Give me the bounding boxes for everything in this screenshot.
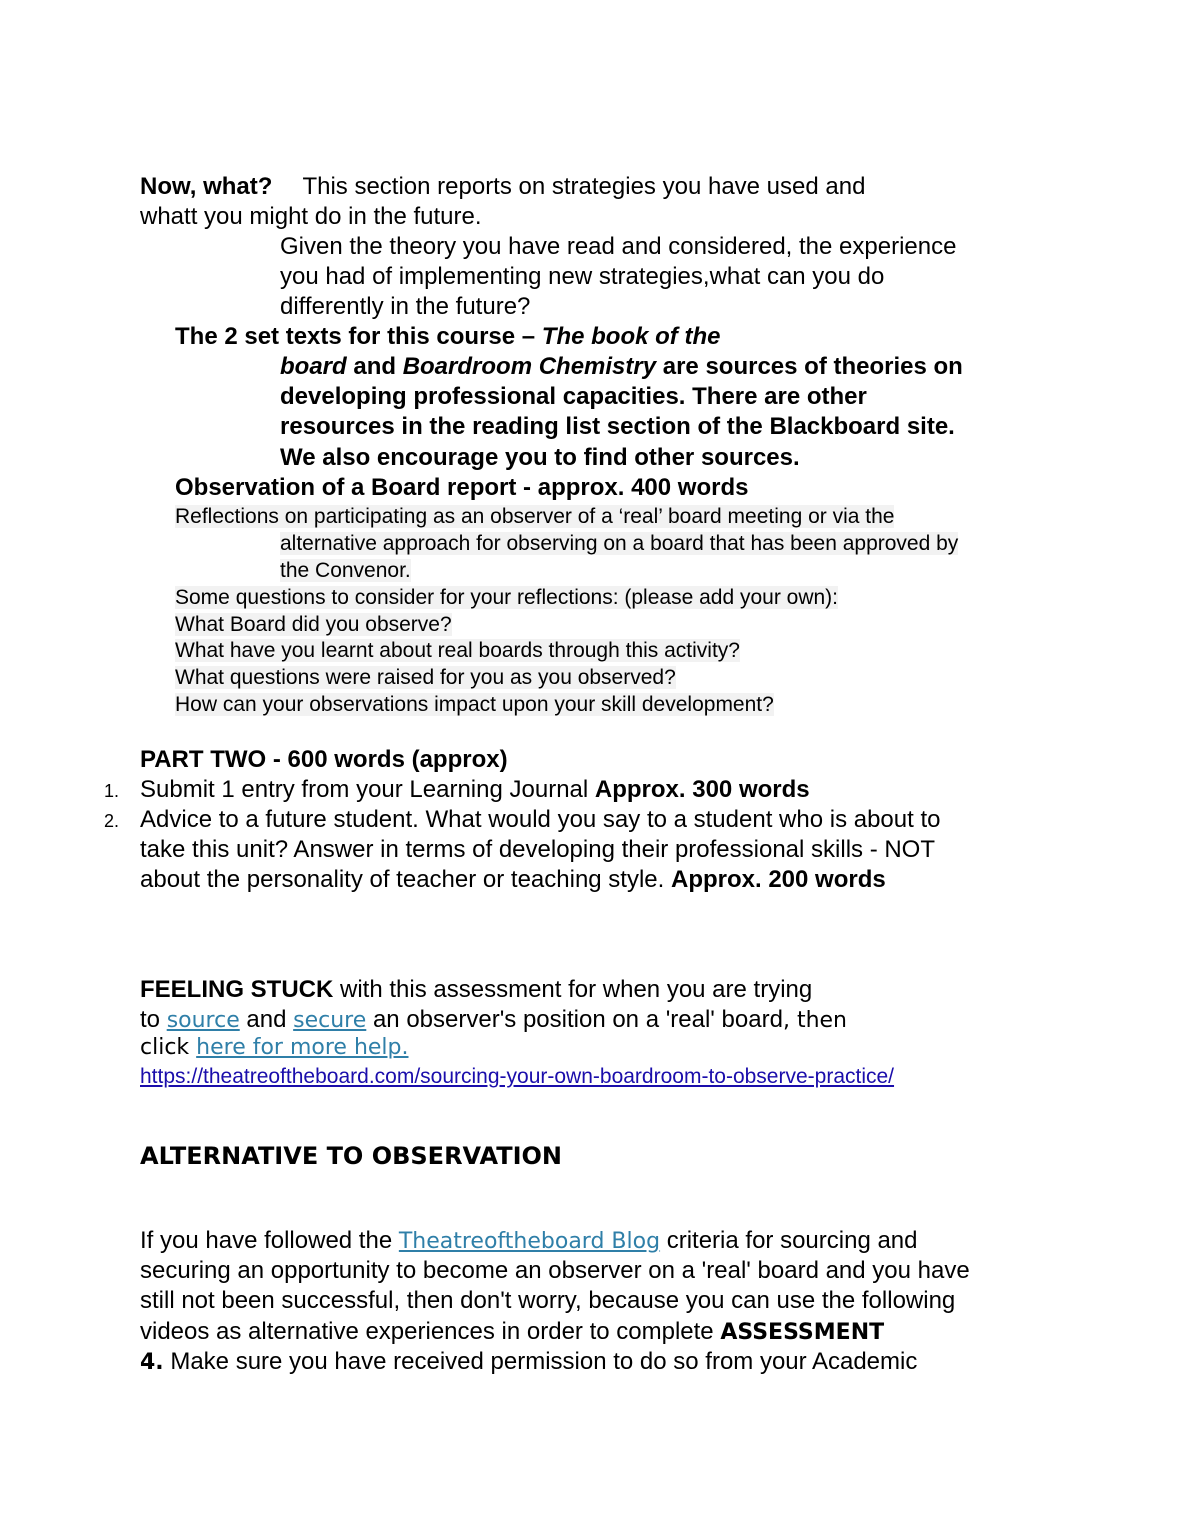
- to-text: to: [140, 1006, 167, 1033]
- source-link[interactable]: source: [166, 1008, 240, 1033]
- now-what-indent-1: Given the theory you have read and considered, the experience: [280, 233, 957, 260]
- question-line-5: [175, 691, 774, 718]
- book-title-part-2: board: [280, 353, 347, 380]
- list-item-2-text: about the personality of teacher or teaching style.: [140, 866, 671, 893]
- observation-heading: Observation of a Board report - approx. 400 words: [175, 474, 749, 501]
- book-title-part-1: The book of the: [541, 323, 721, 350]
- alternative-line-4: [140, 1317, 884, 1348]
- question-line-1: [175, 584, 838, 611]
- click-text: click: [140, 1035, 197, 1060]
- assessment-label: ASSESSMENT: [720, 1320, 885, 1345]
- question-text-3: What have you learnt about real boards through this activity?: [175, 639, 740, 662]
- question-text-2: What Board did you observe?: [175, 613, 452, 636]
- set-texts-sources: are sources of theories on: [656, 353, 963, 380]
- question-line-4: [175, 664, 676, 691]
- question-line-2: [175, 611, 452, 638]
- question-text-5: How can your observations impact upon your skill development?: [175, 693, 774, 716]
- blog-link[interactable]: Theatreoftheboard Blog: [398, 1229, 661, 1254]
- list-item-1-words: Approx. 300 words: [594, 776, 810, 803]
- set-texts-line-3: developing professional capacities. There are other: [280, 383, 867, 410]
- reflection-text-3: the Convenor.: [280, 559, 411, 582]
- feeling-stuck-label: FEELING STUCK: [140, 976, 334, 1003]
- set-texts-line-4: resources in the reading list section of the Blackboard site.: [280, 413, 955, 440]
- feeling-stuck-line-2: [140, 1005, 847, 1036]
- observe-practice-url-link[interactable]: https://theatreoftheboard.com/sourcing-your-own-boardroom-to-observe-practice/: [140, 1065, 895, 1088]
- set-texts-and: and: [346, 353, 403, 380]
- feeling-stuck-text: with this assessment for when you are trying: [333, 976, 813, 1003]
- alternative-text-1a: If you have followed the: [140, 1227, 399, 1254]
- part-two-heading: PART TWO - 600 words (approx): [140, 746, 508, 773]
- alternative-line-1: [140, 1226, 918, 1257]
- set-texts-intro: The 2 set texts for this course –: [175, 323, 542, 350]
- list-number-2: 2.: [104, 811, 120, 831]
- set-texts-line-1: [175, 322, 720, 352]
- reflection-line-1: [175, 503, 894, 530]
- now-what-line-1: [140, 172, 865, 202]
- and-text: and: [239, 1006, 294, 1033]
- alternative-line-3: still not been successful, then don't worry, because you can use the following: [140, 1287, 956, 1314]
- alternative-text-4: videos as alternative experiences in order to complete: [140, 1318, 721, 1345]
- now-what-indent-2: you had of implementing new strategies,what can you do: [280, 263, 885, 290]
- now-what-label: Now, what?: [140, 173, 273, 200]
- set-texts-line-5: We also encourage you to find other sources.: [280, 444, 800, 471]
- secure-link[interactable]: secure: [293, 1008, 367, 1033]
- observer-position-text: an observer's position on a 'real' board: [366, 1006, 783, 1033]
- then-text: , then: [782, 1008, 847, 1033]
- question-line-3: [175, 637, 740, 664]
- question-text-1: Some questions to consider for your reflections: (please add your own):: [175, 586, 839, 609]
- now-what-indent-3: differently in the future?: [280, 293, 531, 320]
- boardroom-chemistry-title: Boardroom Chemistry: [402, 353, 657, 380]
- alternative-heading: ALTERNATIVE TO OBSERVATION: [140, 1142, 562, 1170]
- alternative-text-1b: criteria for sourcing and: [660, 1227, 918, 1254]
- alternative-line-2: securing an opportunity to become an observer on a 'real' board and you have: [140, 1257, 970, 1284]
- list-item-2-line-1: Advice to a future student. What would you say to a student who is about to: [140, 806, 941, 833]
- now-what-text: This section reports on strategies you have used and: [302, 173, 866, 200]
- list-item-2-words: Approx. 200 words: [671, 866, 886, 893]
- more-help-link[interactable]: here for more help.: [196, 1035, 409, 1060]
- reflection-text-1: Reflections on participating as an observer of a ‘real’ board meeting or via the: [175, 505, 895, 528]
- reflection-line-3: [280, 557, 411, 584]
- question-text-4: What questions were raised for you as you observed?: [175, 666, 676, 689]
- list-number-1: 1.: [104, 781, 120, 801]
- list-item-1: [140, 775, 810, 805]
- reflection-line-2: [280, 530, 958, 557]
- list-item-1-text: Submit 1 entry from your Learning Journal: [140, 776, 595, 803]
- list-item-2-line-2: take this unit? Answer in terms of developing their professional skills - NOT: [140, 836, 936, 863]
- feeling-stuck-line-3: [140, 1033, 409, 1063]
- set-texts-line-2: [280, 352, 963, 382]
- feeling-stuck-line-1: [140, 975, 812, 1005]
- reflection-text-2: alternative approach for observing on a board that has been approved by: [280, 532, 959, 555]
- alternative-line-5: [140, 1347, 917, 1378]
- list-item-2-line-3: [140, 865, 886, 895]
- assessment-number: 4.: [140, 1350, 164, 1375]
- alternative-text-5: Make sure you have received permission to do so from your Academic: [163, 1348, 918, 1375]
- now-what-line-2: whatt you might do in the future.: [140, 203, 482, 230]
